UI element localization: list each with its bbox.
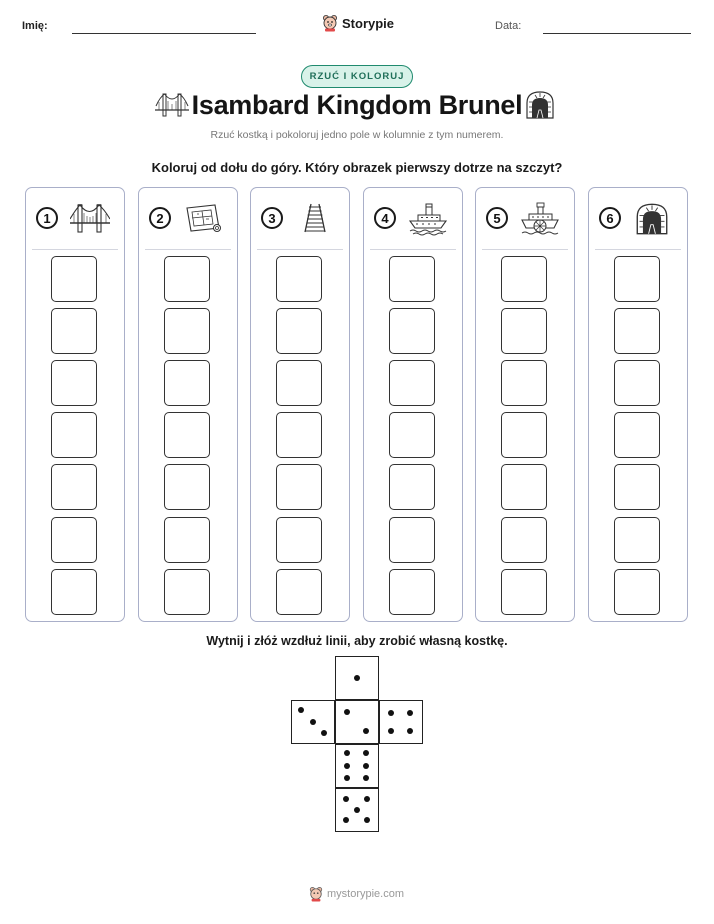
color-cell[interactable] xyxy=(501,517,547,563)
tunnel-icon xyxy=(633,202,671,241)
color-cell[interactable] xyxy=(501,360,547,406)
color-cell[interactable] xyxy=(51,412,97,458)
column-divider xyxy=(370,249,456,250)
column-4 xyxy=(363,187,463,622)
date-field-line[interactable] xyxy=(543,33,691,34)
subtitle: Rzuć kostką i pokoloruj jedno pole w kolumnie z tym numerem. xyxy=(210,129,504,141)
color-cell[interactable] xyxy=(614,360,660,406)
dice-pip xyxy=(344,763,350,769)
column-5 xyxy=(475,187,575,622)
color-cell[interactable] xyxy=(276,308,322,354)
dice-pip xyxy=(363,763,369,769)
color-cell[interactable] xyxy=(389,464,435,510)
color-cell[interactable] xyxy=(51,256,97,302)
column-header xyxy=(476,188,574,250)
column-1 xyxy=(25,187,125,622)
column-6 xyxy=(588,187,688,622)
color-cell[interactable] xyxy=(51,464,97,510)
column-number: 4 xyxy=(374,207,396,229)
footer-url: mystorypie.com xyxy=(327,888,405,900)
dice-pip xyxy=(364,796,370,802)
dice-pip xyxy=(363,728,369,734)
color-cell[interactable] xyxy=(501,569,547,615)
blueprint-scroll-icon xyxy=(183,202,223,239)
color-cell[interactable] xyxy=(164,464,210,510)
dice-pip xyxy=(343,796,349,802)
dice-pip xyxy=(364,817,370,823)
column-header xyxy=(364,188,462,250)
page-title: Isambard Kingdom Brunel xyxy=(191,90,523,120)
color-cell[interactable] xyxy=(501,256,547,302)
dice-pip xyxy=(310,719,316,725)
color-cell[interactable] xyxy=(501,412,547,458)
paddle-steamer-icon xyxy=(520,202,560,241)
color-cell[interactable] xyxy=(276,464,322,510)
color-cell[interactable] xyxy=(51,569,97,615)
color-cell[interactable] xyxy=(51,308,97,354)
activity-badge: RZUĆ I KOLORUJ xyxy=(301,65,413,88)
column-number: 6 xyxy=(599,207,621,229)
footer xyxy=(309,883,404,905)
cut-instruction: Wytnij i złóż wzdłuż linii, aby zrobić własną kostkę. xyxy=(206,634,508,648)
dice-face-1 xyxy=(335,656,379,700)
color-cell[interactable] xyxy=(276,517,322,563)
color-cell[interactable] xyxy=(614,517,660,563)
tunnel-icon xyxy=(525,90,555,120)
color-cell[interactable] xyxy=(276,569,322,615)
dice-pip xyxy=(344,750,350,756)
column-3 xyxy=(250,187,350,622)
color-cell[interactable] xyxy=(614,412,660,458)
column-divider xyxy=(145,249,231,250)
column-number: 2 xyxy=(149,207,171,229)
color-cell[interactable] xyxy=(164,412,210,458)
dice-pip xyxy=(298,707,304,713)
column-divider xyxy=(32,249,118,250)
color-cell[interactable] xyxy=(164,308,210,354)
column-number: 3 xyxy=(261,207,283,229)
color-cell[interactable] xyxy=(389,569,435,615)
dice-face-5 xyxy=(335,788,379,832)
column-header xyxy=(139,188,237,250)
dice-pip xyxy=(363,750,369,756)
color-cell[interactable] xyxy=(276,256,322,302)
color-cell[interactable] xyxy=(276,360,322,406)
column-divider xyxy=(482,249,568,250)
date-label: Data: xyxy=(495,20,522,32)
color-cell[interactable] xyxy=(276,412,322,458)
color-cell[interactable] xyxy=(164,360,210,406)
instruction: Koloruj od dołu do góry. Który obrazek pierwszy dotrze na szczyt? xyxy=(151,160,563,175)
color-cell[interactable] xyxy=(164,569,210,615)
dice-pip xyxy=(354,675,360,681)
color-cell[interactable] xyxy=(389,256,435,302)
column-2 xyxy=(138,187,238,622)
railway-track-icon xyxy=(295,202,335,239)
column-header xyxy=(26,188,124,250)
color-cell[interactable] xyxy=(389,517,435,563)
color-cell[interactable] xyxy=(51,517,97,563)
column-number: 5 xyxy=(486,207,508,229)
column-number: 1 xyxy=(36,207,58,229)
dice-pip xyxy=(407,710,413,716)
dice-pip xyxy=(354,807,360,813)
column-divider xyxy=(257,249,343,250)
color-cell[interactable] xyxy=(501,308,547,354)
dice-pip xyxy=(343,817,349,823)
suspension-bridge-icon xyxy=(70,202,110,239)
storypie-bear-logo-icon xyxy=(322,14,338,32)
color-cell[interactable] xyxy=(614,308,660,354)
color-cell[interactable] xyxy=(389,412,435,458)
dice-face-6 xyxy=(335,744,379,788)
dice-pip xyxy=(344,709,350,715)
storypie-bear-logo-icon xyxy=(309,886,323,902)
color-cell[interactable] xyxy=(501,464,547,510)
dice-pip xyxy=(321,730,327,736)
dice-pip xyxy=(407,728,413,734)
name-label: Imię: xyxy=(22,20,48,32)
column-divider xyxy=(595,249,681,250)
brand-logo xyxy=(322,11,394,35)
column-header xyxy=(251,188,349,250)
steamship-icon xyxy=(408,202,448,241)
color-cell[interactable] xyxy=(389,308,435,354)
color-cell[interactable] xyxy=(614,256,660,302)
dice-face-2 xyxy=(335,700,379,744)
column-header xyxy=(589,188,687,250)
color-cell[interactable] xyxy=(164,256,210,302)
dice-pip xyxy=(363,775,369,781)
name-field-line[interactable] xyxy=(72,33,256,34)
color-cell[interactable] xyxy=(164,517,210,563)
brand-name: Storypie xyxy=(342,15,395,31)
color-cell[interactable] xyxy=(51,360,97,406)
dice-pip xyxy=(388,728,394,734)
color-cell[interactable] xyxy=(389,360,435,406)
dice-face-3 xyxy=(291,700,335,744)
color-cell[interactable] xyxy=(614,464,660,510)
color-cell[interactable] xyxy=(614,569,660,615)
dice-pip xyxy=(344,775,350,781)
dice-pip xyxy=(388,710,394,716)
dice-face-4 xyxy=(379,700,423,744)
